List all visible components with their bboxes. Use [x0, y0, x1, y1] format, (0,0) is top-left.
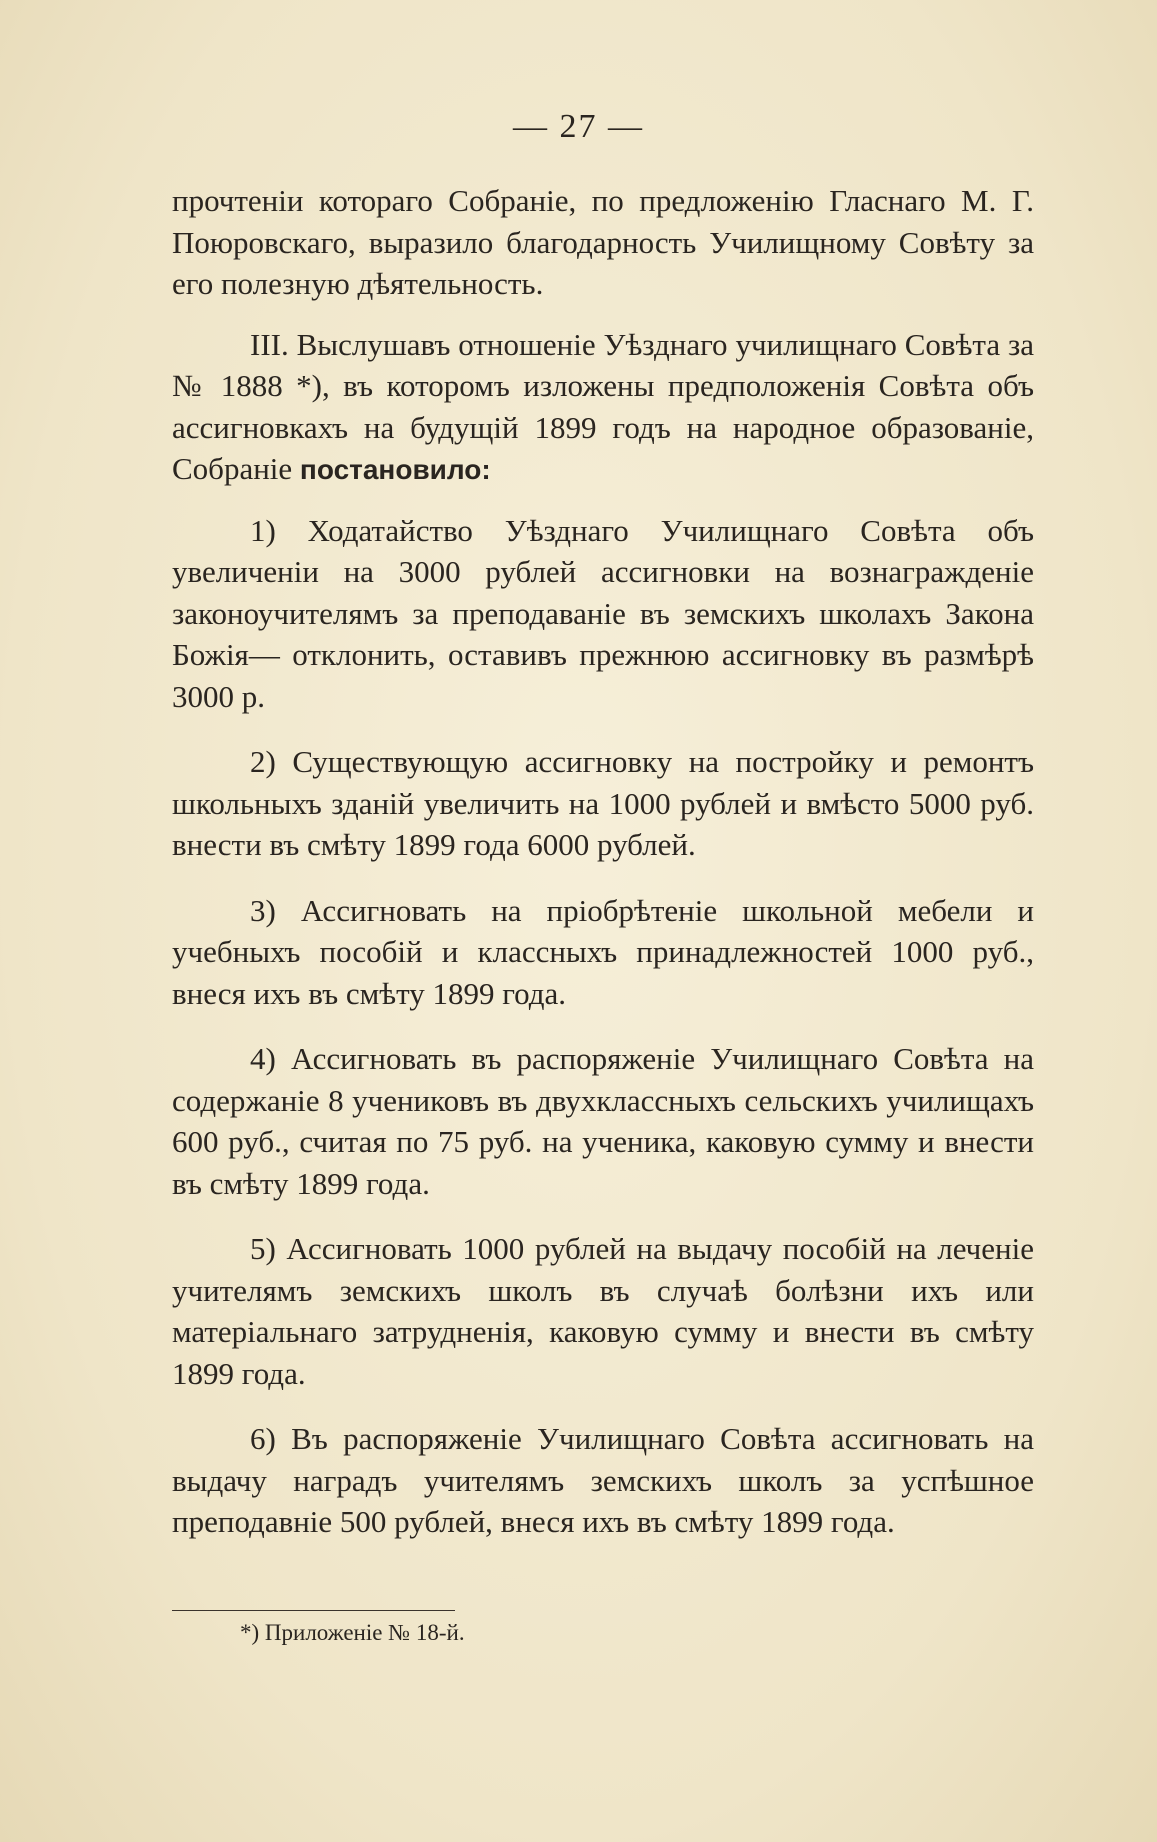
paragraph-item-4: 4) Ассигновать въ распоряженiе Училищнаго Совѣта на содержанiе 8 учениковъ въ двухклассныхъ сельскихъ училищахъ 600 руб., считая по 75 руб. на ученика, каковую сумму и внести въ смѣту 1899 года. — [172, 1041, 1034, 1201]
body-text — [172, 180, 1034, 1543]
paragraph-item-3: 3) Ассигновать на прiобрѣтенiе школьной мебели и учебныхъ пособiй и классныхъ принадлежностей 1000 руб., внеся ихъ въ смѣту 1899 года. — [172, 892, 1034, 1011]
paragraph-item-5: 5) Ассигновать 1000 рублей на выдачу пособiй на леченiе учителямъ земскихъ школъ въ случаѣ болѣзни ихъ или матерiальнаго затрудненiя, каковую сумму и внести въ смѣту 1899 года. — [172, 1231, 1034, 1391]
paragraph-continuation: прочтенiи котораго Собранiе, по предложенiю Гласнаго М. Г. Поюровскаго, выразило благодарность Училищному Совѣту за его полезную дѣятельность. — [172, 183, 1034, 301]
page-number: — 27 — — [513, 108, 644, 145]
paragraph-item-2: 2) Существующую ассигновку на постройку и ремонтъ школьныхъ зданiй увеличить на 1000 рублей и вмѣсто 5000 руб. внести въ смѣту 1899 года 6000 рублей. — [172, 744, 1034, 862]
footnote: *) Приложенiе № 18-й. — [240, 1620, 465, 1645]
paragraph-item-1: 1) Ходатайство Уѣзднаго Училищнаго Совѣта объ увеличенiи на 3000 рублей ассигновки на вознагражденiе законоучителямъ за преподаванiе въ земскихъ школахъ Закона Божiя— отклонить, оставивъ прежнюю ассигновку въ размѣрѣ 3000 р. — [172, 512, 1034, 714]
resolution-keyword: постановило: — [299, 454, 491, 485]
section-iii-text: III. Выслушавъ отношенiе Уѣзднаго училищнаго Совѣта за № 1888 *), въ которомъ изложены предположенiя Совѣта объ ассигновкахъ на будущiй 1899 годъ на народное образованiе, Собранiе — [172, 326, 1034, 486]
paragraph-section-iii — [172, 324, 1034, 491]
footnote-divider — [172, 1610, 455, 1611]
paragraph-item-6: 6) Въ распоряженiе Училищнаго Совѣта ассигновать на выдачу наградъ учителямъ земскихъ школъ за успѣшное преподавнiе 500 рублей, внеся ихъ въ смѣту 1899 года. — [172, 1421, 1034, 1539]
